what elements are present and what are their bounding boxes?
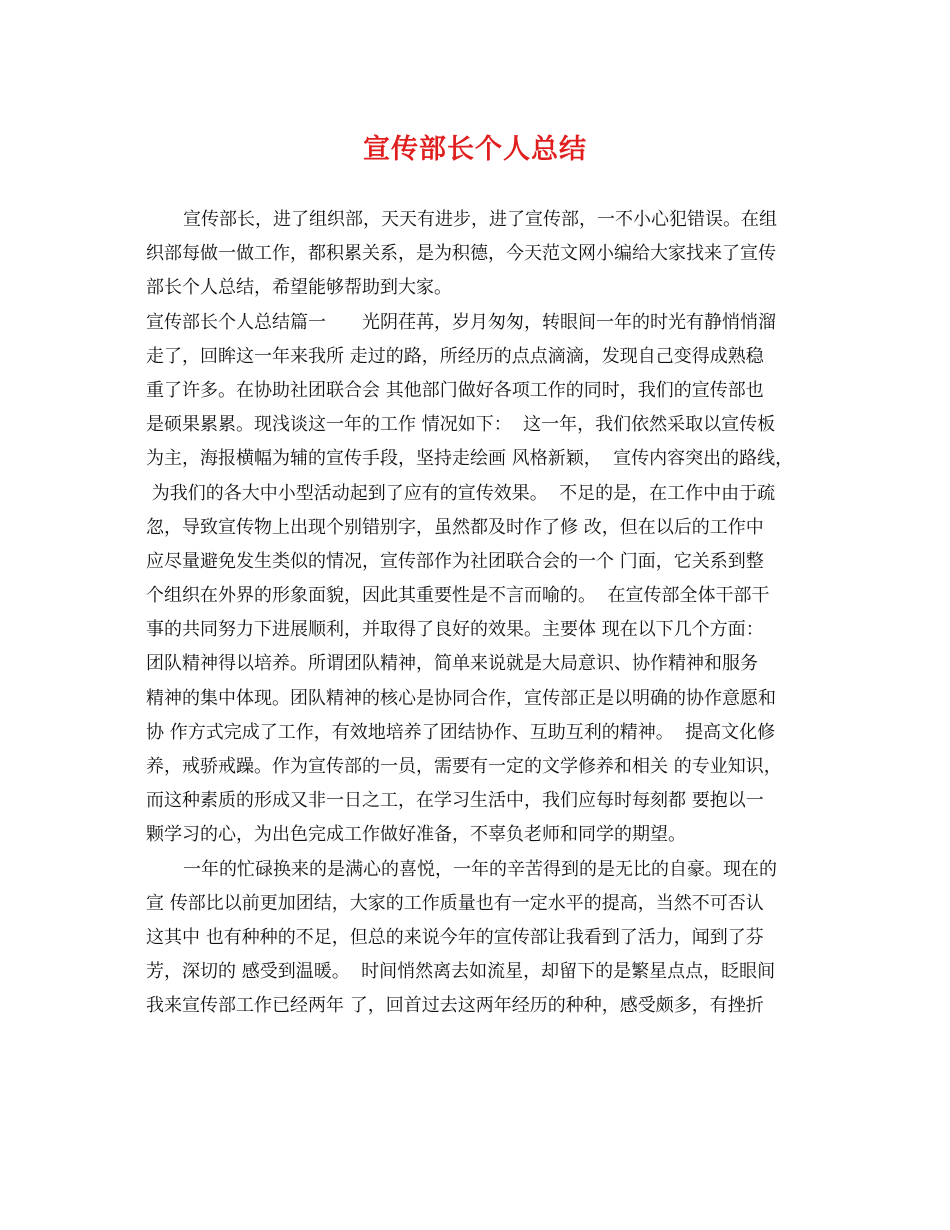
- text-line: 而这种素质的形成又非一日之工，在学习生活中，我们应每时每刻都 要抱以一: [146, 790, 764, 812]
- text-line: 一年的忙碌换来的是满心的喜悦，一年的辛苦得到的是无比的自豪。现在的: [183, 858, 777, 880]
- document-title: 宣传部长个人总结: [363, 134, 587, 165]
- text-line: 为我们的各大中小型活动起到了应有的宣传效果。 不足的是，在工作中由于疏: [146, 482, 776, 504]
- text-line: 协 作方式完成了工作，有效地培养了团结协作、互助互利的精神。 提高文化修: [146, 721, 776, 743]
- text-line: 走了，回眸这一年来我所 走过的路，所经历的点点滴滴，发现自己变得成熟稳: [146, 345, 764, 367]
- text-line: 事的共同努力下进展顺利，并取得了良好的效果。主要体 现在以下几个方面：: [146, 619, 764, 641]
- text-line: 团队精神得以培养。所谓团队精神，简单来说就是大局意识、协作精神和服务: [146, 653, 758, 675]
- text-line: 为主，海报横幅为辅的宣传手段，坚持走绘画 风格新颖， 宣传内容突出的路线，: [146, 448, 794, 470]
- text-line: 养，戒骄戒躁。作为宣传部的一员，需要有一定的文学修养和相关 的专业知识，: [146, 756, 782, 777]
- text-line: 我来宣传部工作已经两年 了，回首过去这两年经历的种种，感受颇多，有挫折: [146, 995, 764, 1017]
- text-line: 这其中 也有种种的不足，但总的来说今年的宣传部让我看到了活力，闻到了芬: [146, 926, 764, 948]
- text-line: 颗学习的心，为出色完成工作做好准备，不辜负老师和同学的期望。: [146, 824, 686, 846]
- text-line: 忽，导致宣传物上出现个别错别字，虽然都及时作了修 改，但在以后的工作中: [146, 516, 764, 538]
- document-body: [146, 203, 808, 1024]
- text-line: 应尽量避免发生类似的情况，宣传部作为社团联合会的一个 门面，它关系到整: [146, 550, 764, 572]
- text-line: 是硕果累累。现浅谈这一年的工作 情况如下： 这一年，我们依然采取以宣传板: [146, 414, 776, 436]
- text-line: 宣传部长个人总结篇一 光阴荏苒，岁月匆匆，转眼间一年的时光有静悄悄溜: [146, 311, 776, 333]
- text-line: 精神的集中体现。团队精神的核心是协同合作，宣传部正是以明确的协作意愿和: [146, 687, 776, 709]
- text-line: 织部每做一做工作，都积累关系，是为积德，今天范文网小编给大家找来了宣传: [146, 243, 776, 265]
- text-line: 芳，深切的 感受到温暖。 时间悄然离去如流星，却留下的是繁星点点，眨眼间: [146, 961, 776, 983]
- text-line: 重了许多。在协助社团联合会 其他部门做好各项工作的同时，我们的宣传部也: [146, 379, 764, 401]
- text-line: 部长个人总结，希望能够帮助到大家。: [146, 277, 452, 299]
- text-line: 个组织在外界的形象面貌，因此其重要性是不言而喻的。 在宣传部全体干部干: [146, 585, 770, 607]
- text-line: 宣 传部比以前更加团结，大家的工作质量也有一定水平的提高，当然不可否认: [146, 892, 764, 914]
- text-line: 宣传部长，进了组织部，天天有进步，进了宣传部，一不小心犯错误。在组: [183, 209, 777, 230]
